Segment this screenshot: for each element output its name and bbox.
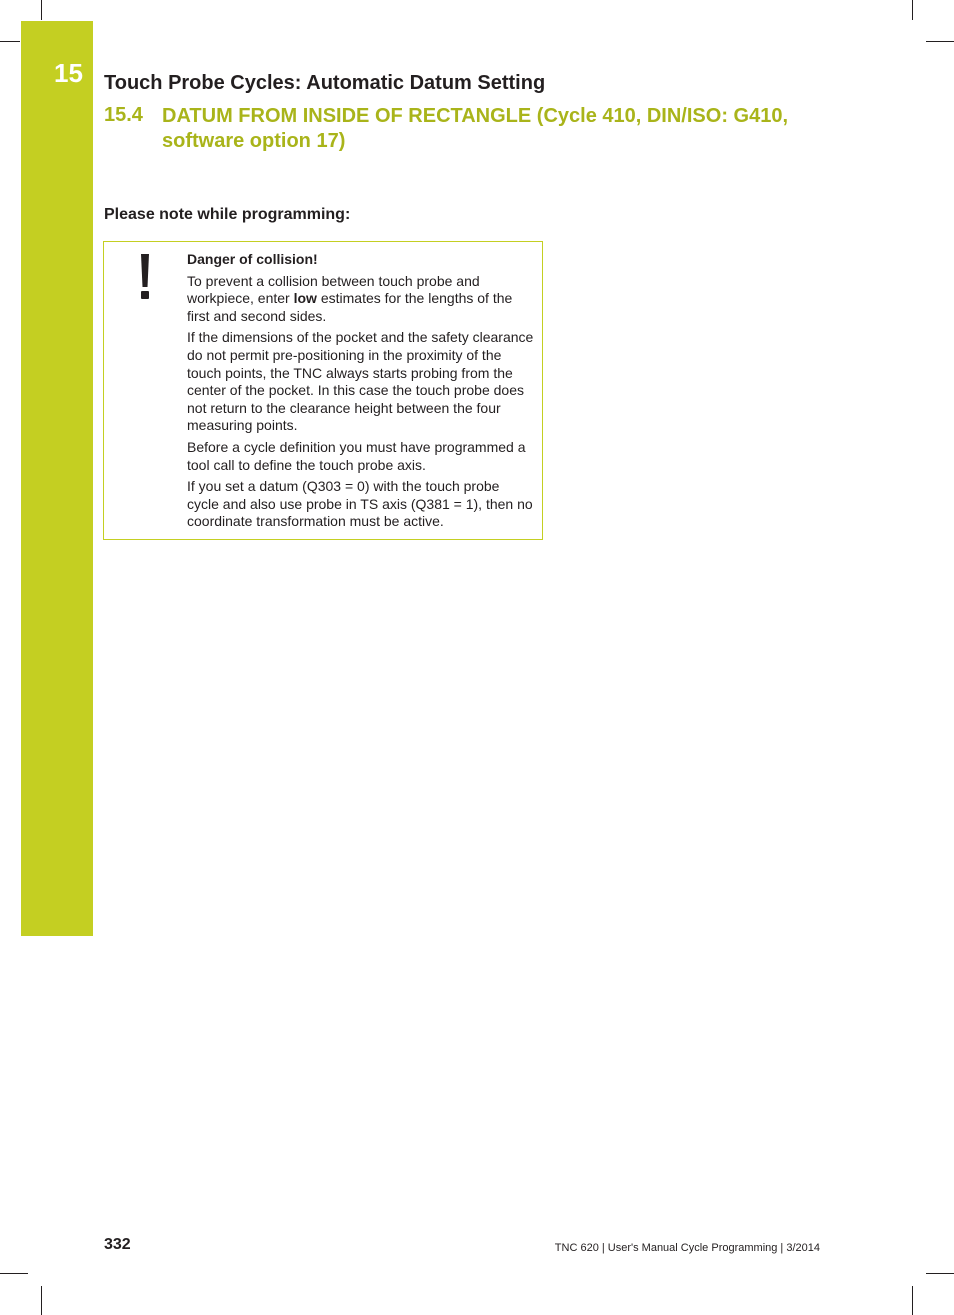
crop-mark: [0, 41, 20, 42]
warning-icon-column: [104, 242, 186, 539]
page-number: 332: [104, 1236, 131, 1253]
chapter-title: Touch Probe Cycles: Automatic Datum Setting: [104, 72, 546, 94]
note-heading: Please note while programming:: [104, 206, 351, 223]
warning-box: [103, 241, 543, 540]
chapter-tab-band: [21, 21, 93, 936]
warning-paragraph: Before a cycle definition you must have programmed a tool call to define the touch probe axis.: [187, 438, 526, 473]
section-title: DATUM FROM INSIDE OF RECTANGLE (Cycle 410, DIN/ISO: G410, software option 17): [162, 105, 789, 152]
crop-mark: [912, 0, 913, 20]
warning-text: estimates for the lengths of the first and second sides.: [187, 290, 513, 324]
warning-paragraph: If the dimensions of the pocket and the safety clearance do not permit pre-positioning in the proximity of the touch points, the TNC always starts probing from the center of the pocket. In this case the touch probe does not return to the clearance height between the four measuring points.: [187, 329, 534, 434]
crop-mark: [41, 1286, 42, 1315]
exclamation-icon: [138, 254, 152, 300]
section-number: 15.4: [104, 104, 143, 126]
crop-mark: [41, 0, 42, 20]
warning-text: To prevent a collision between touch probe and workpiece, enter: [187, 272, 480, 307]
warning-title: Danger of collision!: [187, 251, 318, 267]
warning-paragraph: If you set a datum (Q303 = 0) with the touch probe cycle and also use probe in TS axis (Q381 = 1), then no coordinate transformation must be active.: [187, 478, 533, 530]
warning-bold-text: low: [293, 290, 317, 307]
warning-content: [187, 251, 534, 535]
crop-mark: [926, 1273, 954, 1274]
crop-mark: [926, 41, 954, 42]
warning-paragraph: [187, 273, 534, 326]
footer-text: TNC 620 | User's Manual Cycle Programming | 3/2014: [554, 1242, 820, 1254]
crop-mark: [0, 1273, 28, 1274]
chapter-number: 15: [54, 58, 83, 88]
crop-mark: [912, 1286, 913, 1315]
